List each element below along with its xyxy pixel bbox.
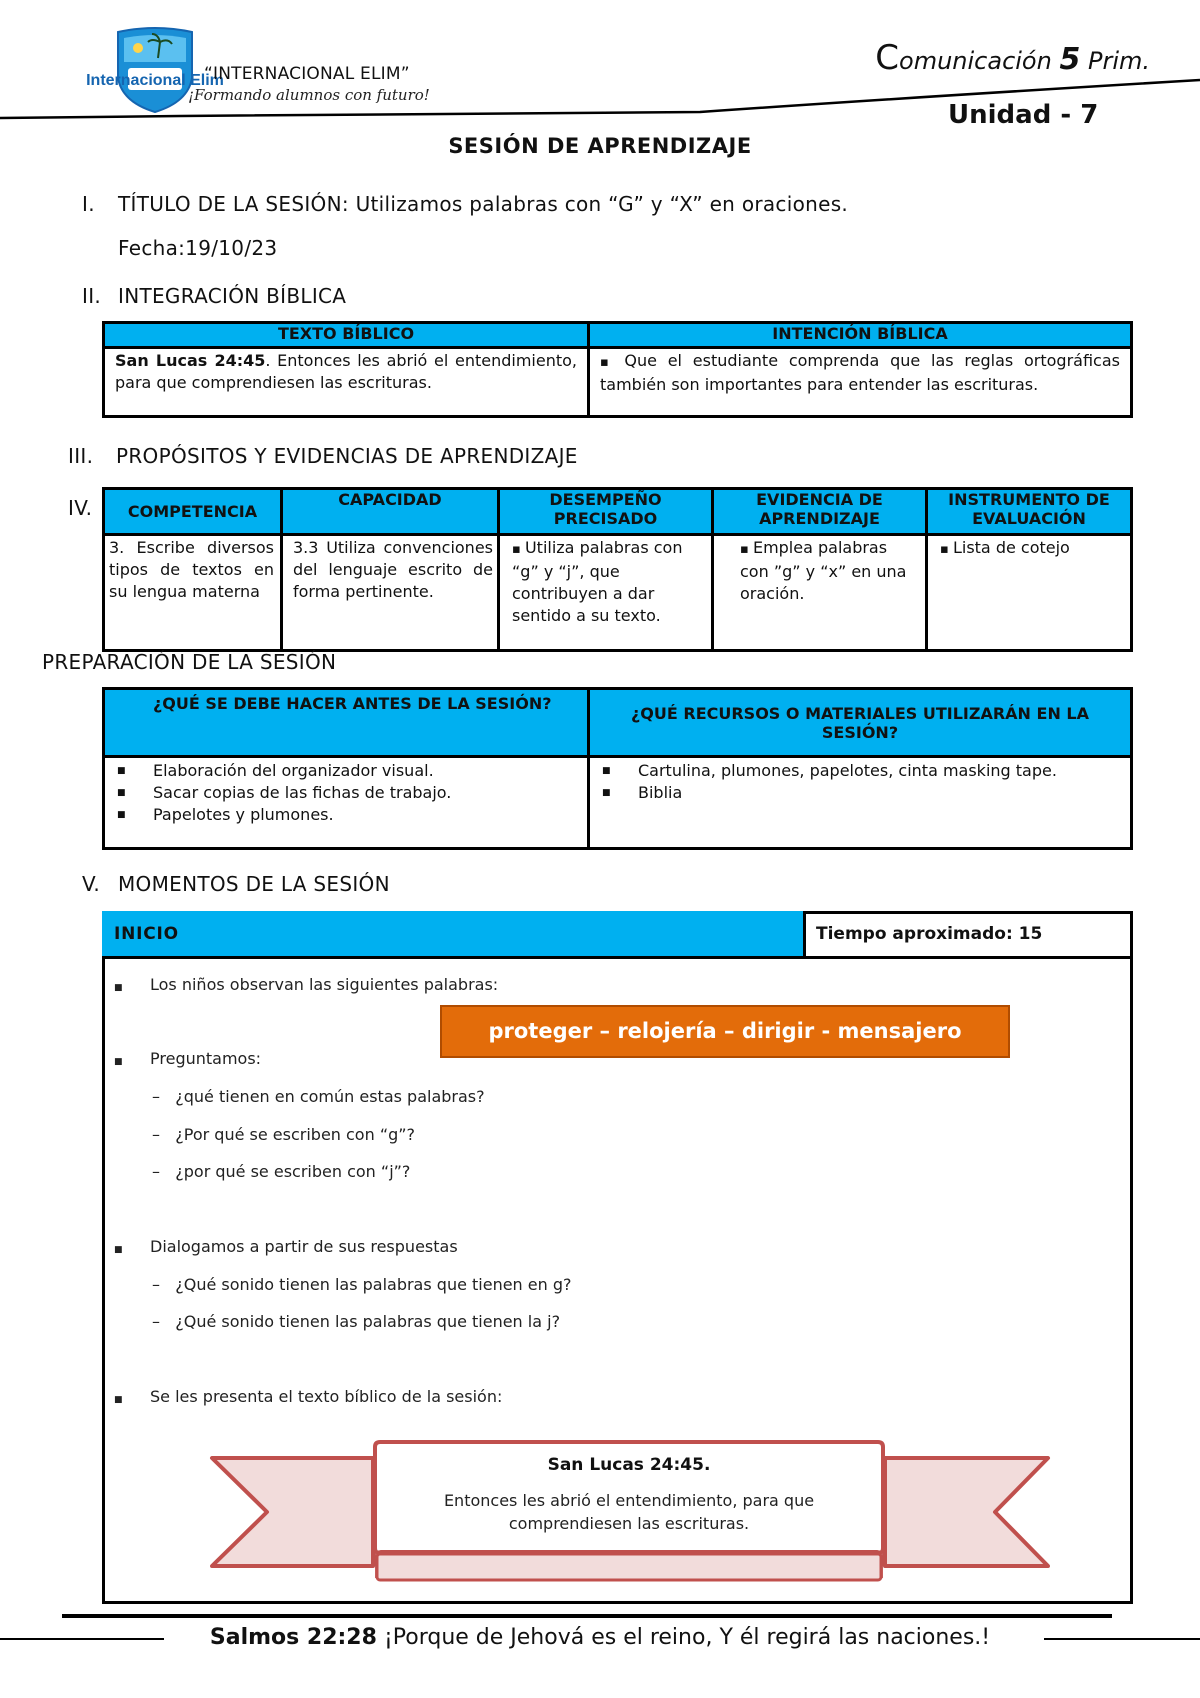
phase-header: [102, 911, 806, 959]
header-instrumento: INSTRUMENTO DE EVALUACIÓN: [927, 489, 1132, 535]
capacidad-cell: 3.3 Utiliza convenciones del lenguaje escrito de forma pertinente.: [282, 535, 499, 651]
question-text: ¿Qué sonido tienen las palabras que tienen la j?: [175, 1312, 561, 1331]
logo-text: Internacional Elim: [86, 72, 224, 89]
list-item: [114, 1049, 262, 1068]
banner-line-2: comprendiesen las escrituras.: [508, 1514, 750, 1533]
footer-text: ¡Porque de Jehová es el reino, Y él regirá las naciones.!: [383, 1625, 991, 1650]
section-label: INTEGRACIÓN BÍBLICA: [118, 284, 347, 308]
header-competencia: COMPETENCIA: [104, 489, 282, 535]
header-biblical-intention: INTENCIÓN BÍBLICA: [589, 323, 1132, 348]
footer-reference: Salmos 22:28: [209, 1625, 377, 1650]
list-item: ■ Cartulina, plumones, papelotes, cinta masking tape.: [590, 760, 1130, 782]
biblical-table: [102, 321, 1133, 418]
banner-reference: San Lucas 24:45.: [547, 1455, 711, 1475]
section-number: I.: [82, 192, 95, 216]
page-title: SESIÓN DE APRENDIZAJE: [448, 134, 752, 158]
header-capacidad: CAPACIDAD: [282, 489, 499, 535]
phase-label: INICIO: [114, 924, 179, 944]
intention-text: Que el estudiante comprenda que las reglas ortográficas también son importantes para entender las escrituras.: [600, 351, 1120, 394]
section-label: PROPÓSITOS Y EVIDENCIAS DE APRENDIZAJE: [116, 444, 578, 468]
section-purposes-heading: [68, 444, 578, 468]
resources-cell: [589, 757, 1132, 849]
section-number: II.: [82, 284, 102, 308]
words-highlight: proteger – relojería – dirigir - mensajero: [440, 1005, 1010, 1058]
section-title-heading: [82, 192, 848, 216]
unit-label: Unidad - 7: [948, 100, 1099, 130]
instrumento-text: Lista de cotejo: [952, 538, 1070, 557]
header-resources: ¿QUÉ RECURSOS O MATERIALES UTILIZARÁN EN LA SESIÓN?: [589, 689, 1132, 757]
question-item: – ¿por qué se escriben con “j”?: [152, 1162, 411, 1181]
question-item: – ¿Por qué se escriben con “g”?: [152, 1125, 416, 1144]
evidencia-text: Emplea palabras con ”g” y “x” en una oración.: [740, 538, 907, 603]
list-item: [114, 1387, 503, 1406]
time-divider: [806, 956, 1133, 959]
list-item: [114, 1237, 458, 1256]
course-grade: 5: [1059, 42, 1081, 77]
course-initial: C: [875, 38, 900, 78]
bullet-icon: ■: [114, 1057, 123, 1067]
footer-rule-thick: [62, 1614, 1112, 1618]
desempeno-cell: [499, 535, 713, 651]
header-evidencia: EVIDENCIA DE APRENDIZAJE: [713, 489, 927, 535]
section-biblical-heading: [82, 284, 346, 308]
section-number: III.: [68, 444, 94, 468]
session-date: Fecha:19/10/23: [118, 236, 278, 260]
question-item: – ¿Qué sonido tienen las palabras que tienen la j?: [152, 1312, 561, 1331]
list-item: [114, 975, 499, 994]
desempeno-text: Utiliza palabras con “g” y “j”, que contribuyen a dar sentido a su texto.: [512, 538, 683, 625]
banner-line-1: Entonces les abrió el entendimiento, para que: [443, 1491, 815, 1510]
biblical-intention-cell: [589, 348, 1132, 417]
list-item: ■ Biblia: [590, 782, 1130, 804]
question-item: – ¿Qué sonido tienen las palabras que tienen en g?: [152, 1275, 572, 1294]
bullet-icon: ■: [114, 1245, 123, 1255]
bible-reference: San Lucas 24:45: [115, 351, 266, 370]
biblical-text-cell: [104, 348, 589, 417]
question-text: ¿por qué se escriben con “j”?: [175, 1162, 411, 1181]
school-logo: [86, 28, 224, 114]
scripture-banner: [205, 1436, 1055, 1596]
present-text: Se les presenta el texto bíblico de la sesión:: [150, 1387, 503, 1406]
list-item: ■ Sacar copias de las fichas de trabajo.: [105, 782, 587, 804]
footer-verse: [0, 1625, 1200, 1650]
course-name: omunicación: [899, 47, 1052, 75]
question-text: ¿Por qué se escriben con “g”?: [175, 1125, 416, 1144]
header-before-session: ¿QUÉ SE DEBE HACER ANTES DE LA SESIÓN?: [104, 689, 589, 757]
banner-left-tail: [212, 1458, 373, 1566]
section-moments-heading: [82, 872, 390, 896]
preparation-table: [102, 687, 1133, 850]
ask-text: Preguntamos:: [150, 1049, 262, 1068]
section-number-iv: IV.: [68, 496, 93, 520]
preparation-heading: PREPARACIÓN DE LA SESIÓN: [42, 650, 337, 674]
course-label: [875, 38, 1150, 78]
section-label: MOMENTOS DE LA SESIÓN: [118, 872, 390, 896]
observe-text: Los niños observan las siguientes palabras:: [150, 975, 499, 994]
list-item: ■ Elaboración del organizador visual.: [105, 760, 587, 782]
before-session-list: [105, 760, 587, 826]
instrumento-cell: [927, 535, 1132, 651]
question-item: – ¿qué tienen en común estas palabras?: [152, 1087, 485, 1106]
resources-list: [590, 760, 1130, 804]
bullet-icon: ■: [114, 983, 123, 993]
purposes-table: [102, 487, 1133, 652]
banner-right-tail: [885, 1458, 1048, 1566]
competencia-cell: 3. Escribe diversos tipos de textos en su lengua materna: [104, 535, 282, 651]
bible-verse: . Entonces les abrió el entendimiento, para que comprendiesen las escrituras.: [115, 351, 578, 392]
dialog-text: Dialogamos a partir de sus respuestas: [150, 1237, 458, 1256]
question-text: ¿Qué sonido tienen las palabras que tienen en g?: [175, 1275, 572, 1294]
before-session-cell: [104, 757, 589, 849]
course-level: Prim.: [1087, 47, 1150, 75]
question-text: ¿qué tienen en común estas palabras?: [175, 1087, 485, 1106]
list-item: ■ Papelotes y plumones.: [105, 804, 587, 826]
header-biblical-text: TEXTO BÍBLICO: [104, 323, 589, 348]
session-title: Utilizamos palabras con “G” y “X” en oraciones.: [355, 192, 849, 216]
header-desempeno: DESEMPEÑO PRECISADO: [499, 489, 713, 535]
school-motto: ¡Formando alumnos con futuro!: [188, 86, 430, 104]
section-label: TÍTULO DE LA SESIÓN:: [118, 192, 349, 216]
time-label: Tiempo aproximado: 15: [816, 924, 1043, 944]
section-number: V.: [82, 872, 101, 896]
evidencia-cell: [713, 535, 927, 651]
bullet-icon: ■: [114, 1395, 123, 1405]
school-name: “INTERNACIONAL ELIM”: [204, 64, 410, 84]
